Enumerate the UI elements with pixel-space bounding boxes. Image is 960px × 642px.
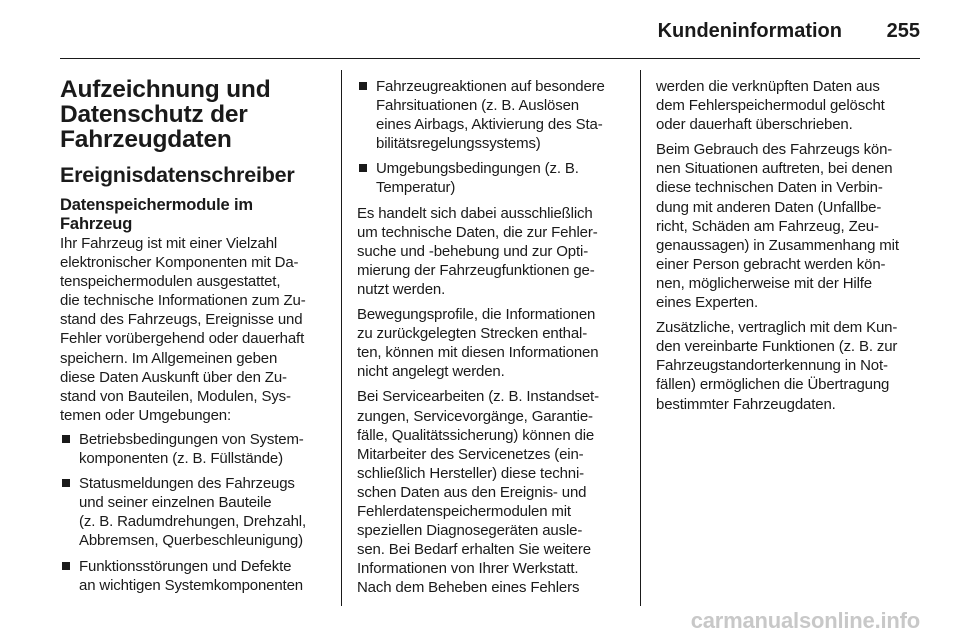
square-bullet-icon bbox=[62, 435, 70, 443]
list-item: Statusmeldungen des Fahrzeugs und seiner einzelnen Bauteile (z. B. Radumdrehungen, Drehzahl, Abbremsen, Querbeschleunigung) bbox=[60, 474, 326, 550]
column-divider bbox=[640, 70, 641, 606]
list-item: Umgebungsbedingungen (z. B. Temperatur) bbox=[357, 159, 627, 197]
paragraph-intro: Ihr Fahrzeug ist mit einer Vielzahl elektronischer Komponenten mit Da- tenspeichermodulen ausgestattet, die technische Informationen zum Zu- stand des Fahrzeugs, Ereignisse und Fehler vorübergehend oder dauerhaft speichern. Im Allgemeinen geben diese Daten Auskunft über den Zu- stand von Bauteilen, Modulen, Sys- temen oder Umgebungen: bbox=[60, 235, 306, 424]
paragraph: Es handelt sich dabei ausschließlich um technische Daten, die zur Fehler- suche und -behebung und zur Opti- mierung der Fahrzeugfunktionen ge- nutzt werden. bbox=[357, 204, 598, 298]
paragraph: Beim Gebrauch des Fahrzeugs kön- nen Situationen auftreten, bei denen diese technischen Daten in Verbin- dung mit anderen Daten (Unfallbe- richt, Schäden am Fahrzeug, Zeu- genaussagen) in Zusammenhang mit einer Person gebracht werden kön- nen, möglicherweise mit der Hilfe eines Experten. bbox=[656, 141, 899, 312]
column-3 bbox=[656, 77, 926, 420]
list-item: Funktionsstörungen und Defekte an wichtigen Systemkomponenten bbox=[60, 557, 326, 595]
list-item: Betriebsbedingungen von System- komponenten (z. B. Füllstände) bbox=[60, 430, 326, 468]
paragraph: werden die verknüpften Daten aus dem Fehlerspeichermodul gelöscht oder dauerhaft überschrieben. bbox=[656, 78, 885, 134]
square-bullet-icon bbox=[359, 82, 367, 90]
column-1 bbox=[60, 77, 326, 601]
bullet-list bbox=[357, 77, 627, 198]
paragraph: Zusätzliche, vertraglich mit dem Kun- den vereinbarte Funktionen (z. B. zur Fahrzeugstandorterkennung in Not- fällen) ermöglichen die Übertragung bestimmter Fahrzeugdaten. bbox=[656, 319, 898, 413]
paragraph: Bei Servicearbeiten (z. B. Instandset- zungen, Servicevorgänge, Garantie- fälle, Qualitätssicherung) können die Mitarbeiter des Servicenetzes (ein- schließlich Hersteller) diese techni- schen Daten aus den Ereignis- und Fehlerdatenspeichermodulen mit speziellen Diagnosegeräten ausle- sen. Bei Bedarf erhalten Sie weitere Informationen von Ihrer Werkstatt. Nach dem Beheben eines Fehlers bbox=[357, 388, 599, 597]
square-bullet-icon bbox=[359, 164, 367, 172]
square-bullet-icon bbox=[62, 562, 70, 570]
running-header-title: Kundeninformation bbox=[657, 20, 842, 42]
subsection-title: Ereignisdatenschreiber bbox=[60, 163, 295, 187]
watermark: carmanualsonline.info bbox=[690, 608, 920, 633]
section-title: Aufzeichnung und Datenschutz der Fahrzeugdaten bbox=[60, 76, 271, 153]
page-number: 255 bbox=[886, 20, 920, 42]
square-bullet-icon bbox=[62, 479, 70, 487]
subsubsection-title: Datenspeichermodule im Fahrzeug bbox=[60, 196, 253, 233]
column-divider bbox=[341, 70, 342, 606]
column-2 bbox=[357, 77, 627, 603]
paragraph: Bewegungsprofile, die Informationen zu zurückgelegten Strecken enthal- ten, können mit diesen Informationen nicht angelegt werden. bbox=[357, 306, 599, 381]
list-item: Fahrzeugreaktionen auf besondere Fahrsituationen (z. B. Auslösen eines Airbags, Aktivierung des Sta- bilitätsregelungssystems) bbox=[357, 77, 627, 153]
bullet-list bbox=[60, 430, 326, 595]
header-divider bbox=[60, 58, 920, 59]
